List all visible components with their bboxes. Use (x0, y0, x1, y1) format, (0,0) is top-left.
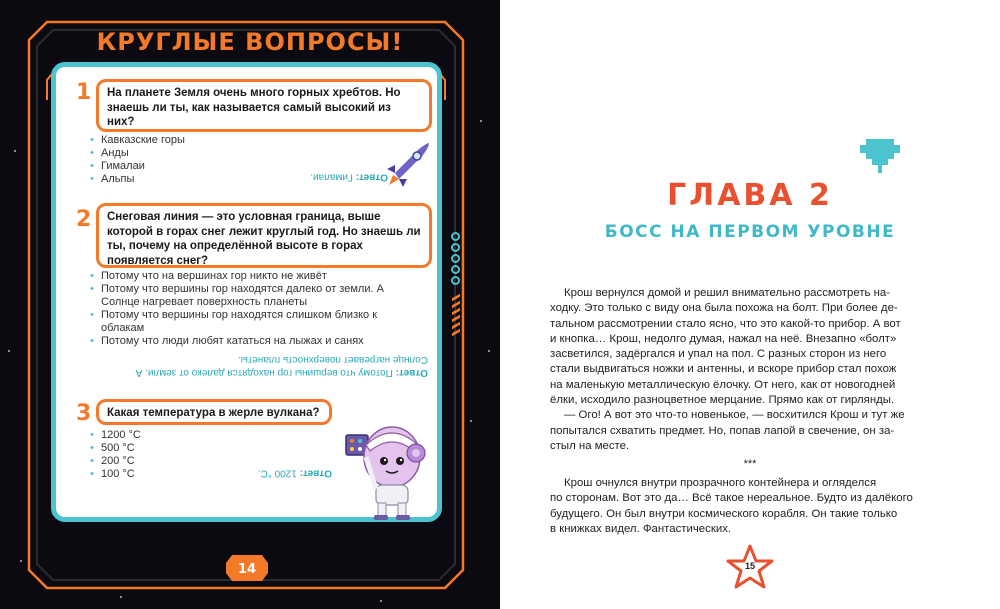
upside-down-answer (268, 170, 388, 183)
option-item: • Альпы (90, 173, 290, 186)
option-item: • Потому что вершины гор находятся слишком близко к облакам (90, 309, 410, 335)
paragraph (550, 286, 950, 454)
answer-label: Ответ: (299, 467, 332, 479)
text-line: ёлки, исходило разноцветное мерцание. Прямо как от гирлянды. (550, 394, 895, 407)
answer-options (90, 134, 290, 186)
upside-down-answer (242, 466, 332, 479)
chapter-subtitle: БОСС НА ПЕРВОМ УРОВНЕ (604, 222, 896, 242)
text-line: будущего. Он был внутри космического корабля. Он такие только (550, 507, 898, 520)
option-item: • 500 °C (90, 442, 190, 455)
right-page (500, 0, 1000, 609)
text-line: в книжках видел. Фантастических. (550, 522, 732, 535)
answer-options (90, 270, 410, 348)
text-line: стали выдвигаться ножки и антенны, и вскоре прибор стал похож (550, 363, 897, 376)
section-separator: *** (743, 458, 757, 470)
side-decoration-dots (451, 232, 460, 287)
answer-text: Гималаи. (310, 171, 353, 183)
answer-options (90, 429, 190, 481)
text-line: Крош вернулся домой и решил внимательно рассмотреть на- (564, 287, 891, 299)
option-item: • Гималаи (90, 160, 290, 173)
option-item: • Кавказские горы (90, 134, 290, 147)
text-line: тальном рассмотрении стало ясно, что это какой-то прибор. А вот (550, 317, 901, 330)
text-line: попытался схватить предмет. Но, попав лапой в свечение, он за- (550, 424, 895, 437)
page-number: 15 (744, 561, 755, 571)
question-number: 3 (76, 401, 92, 426)
text-line: ходку. Это только с виду она была похожа на болт. При более де- (550, 302, 898, 315)
text-line: стыл на месте. (550, 439, 630, 452)
side-decoration-stripes (452, 296, 460, 338)
pixel-diamond-icon (860, 139, 900, 173)
option-item: • 200 °C (90, 455, 190, 468)
rocket-icon (381, 139, 433, 187)
page-number: 14 (237, 562, 257, 577)
answer-text: 1200 °C. (257, 467, 297, 479)
question-box: На планете Земля очень много горных хребтов. Но знаешь ли ты, как называется самый высокий из них? (96, 79, 432, 132)
option-item: • 100 °C (90, 468, 190, 481)
text-line: засветился, задёргался и упал на пол. С разных сторон из него (550, 348, 887, 361)
question-number: 1 (76, 80, 92, 105)
text-line: — Ого! А вот это что-то новенькое, — восхитился Крош и тут же (564, 409, 905, 422)
option-item: • Потому что на вершинах гор никто не живёт (90, 270, 410, 283)
upside-down-answer (122, 353, 428, 378)
text-line: по сторонам. Вот это да… Всё такое нереальное. Будто из далёкого (550, 492, 913, 505)
robot-character-icon (342, 417, 438, 522)
text-line: на маленькую металлическую ёлочку. От него, как от новогодней (550, 378, 896, 391)
option-item: • Потому что вершины гор находятся далеко от земли. А Солнце нагревает поверхность планеты (90, 283, 410, 309)
text-line: Крош очнулся внутри прозрачного контейнера и огляделся (564, 477, 877, 489)
paragraph (550, 476, 950, 537)
chapter-title: ГЛАВА 2 (667, 178, 833, 213)
option-item: • 1200 °C (90, 429, 190, 442)
answer-text: Потому что вершины гор находятся далеко от земли. А Солнце нагревает поверхность планеты. (135, 354, 428, 378)
option-item: • Анды (90, 147, 290, 160)
page-title: КРУГЛЫЕ ВОПРОСЫ! (96, 28, 404, 56)
answer-label: Ответ: (355, 171, 388, 183)
question-number: 2 (76, 207, 92, 232)
question-box: Какая температура в жерле вулкана? (96, 399, 332, 425)
text-line: и кнопка… Крош, недолго думая, нажал на неё. Внезапно «болт» (550, 332, 897, 345)
quiz-card (51, 62, 442, 522)
question-box: Снеговая линия — это условная граница, выше которой в горах снег лежит круглый год. Но знаешь ли ты, почему на определённой высоте в горах появляется снег? (96, 203, 432, 268)
answer-label: Ответ: (395, 367, 428, 378)
page-number-badge (226, 555, 268, 581)
option-item: • Потому что люди любят кататься на лыжах и санях (90, 335, 410, 348)
